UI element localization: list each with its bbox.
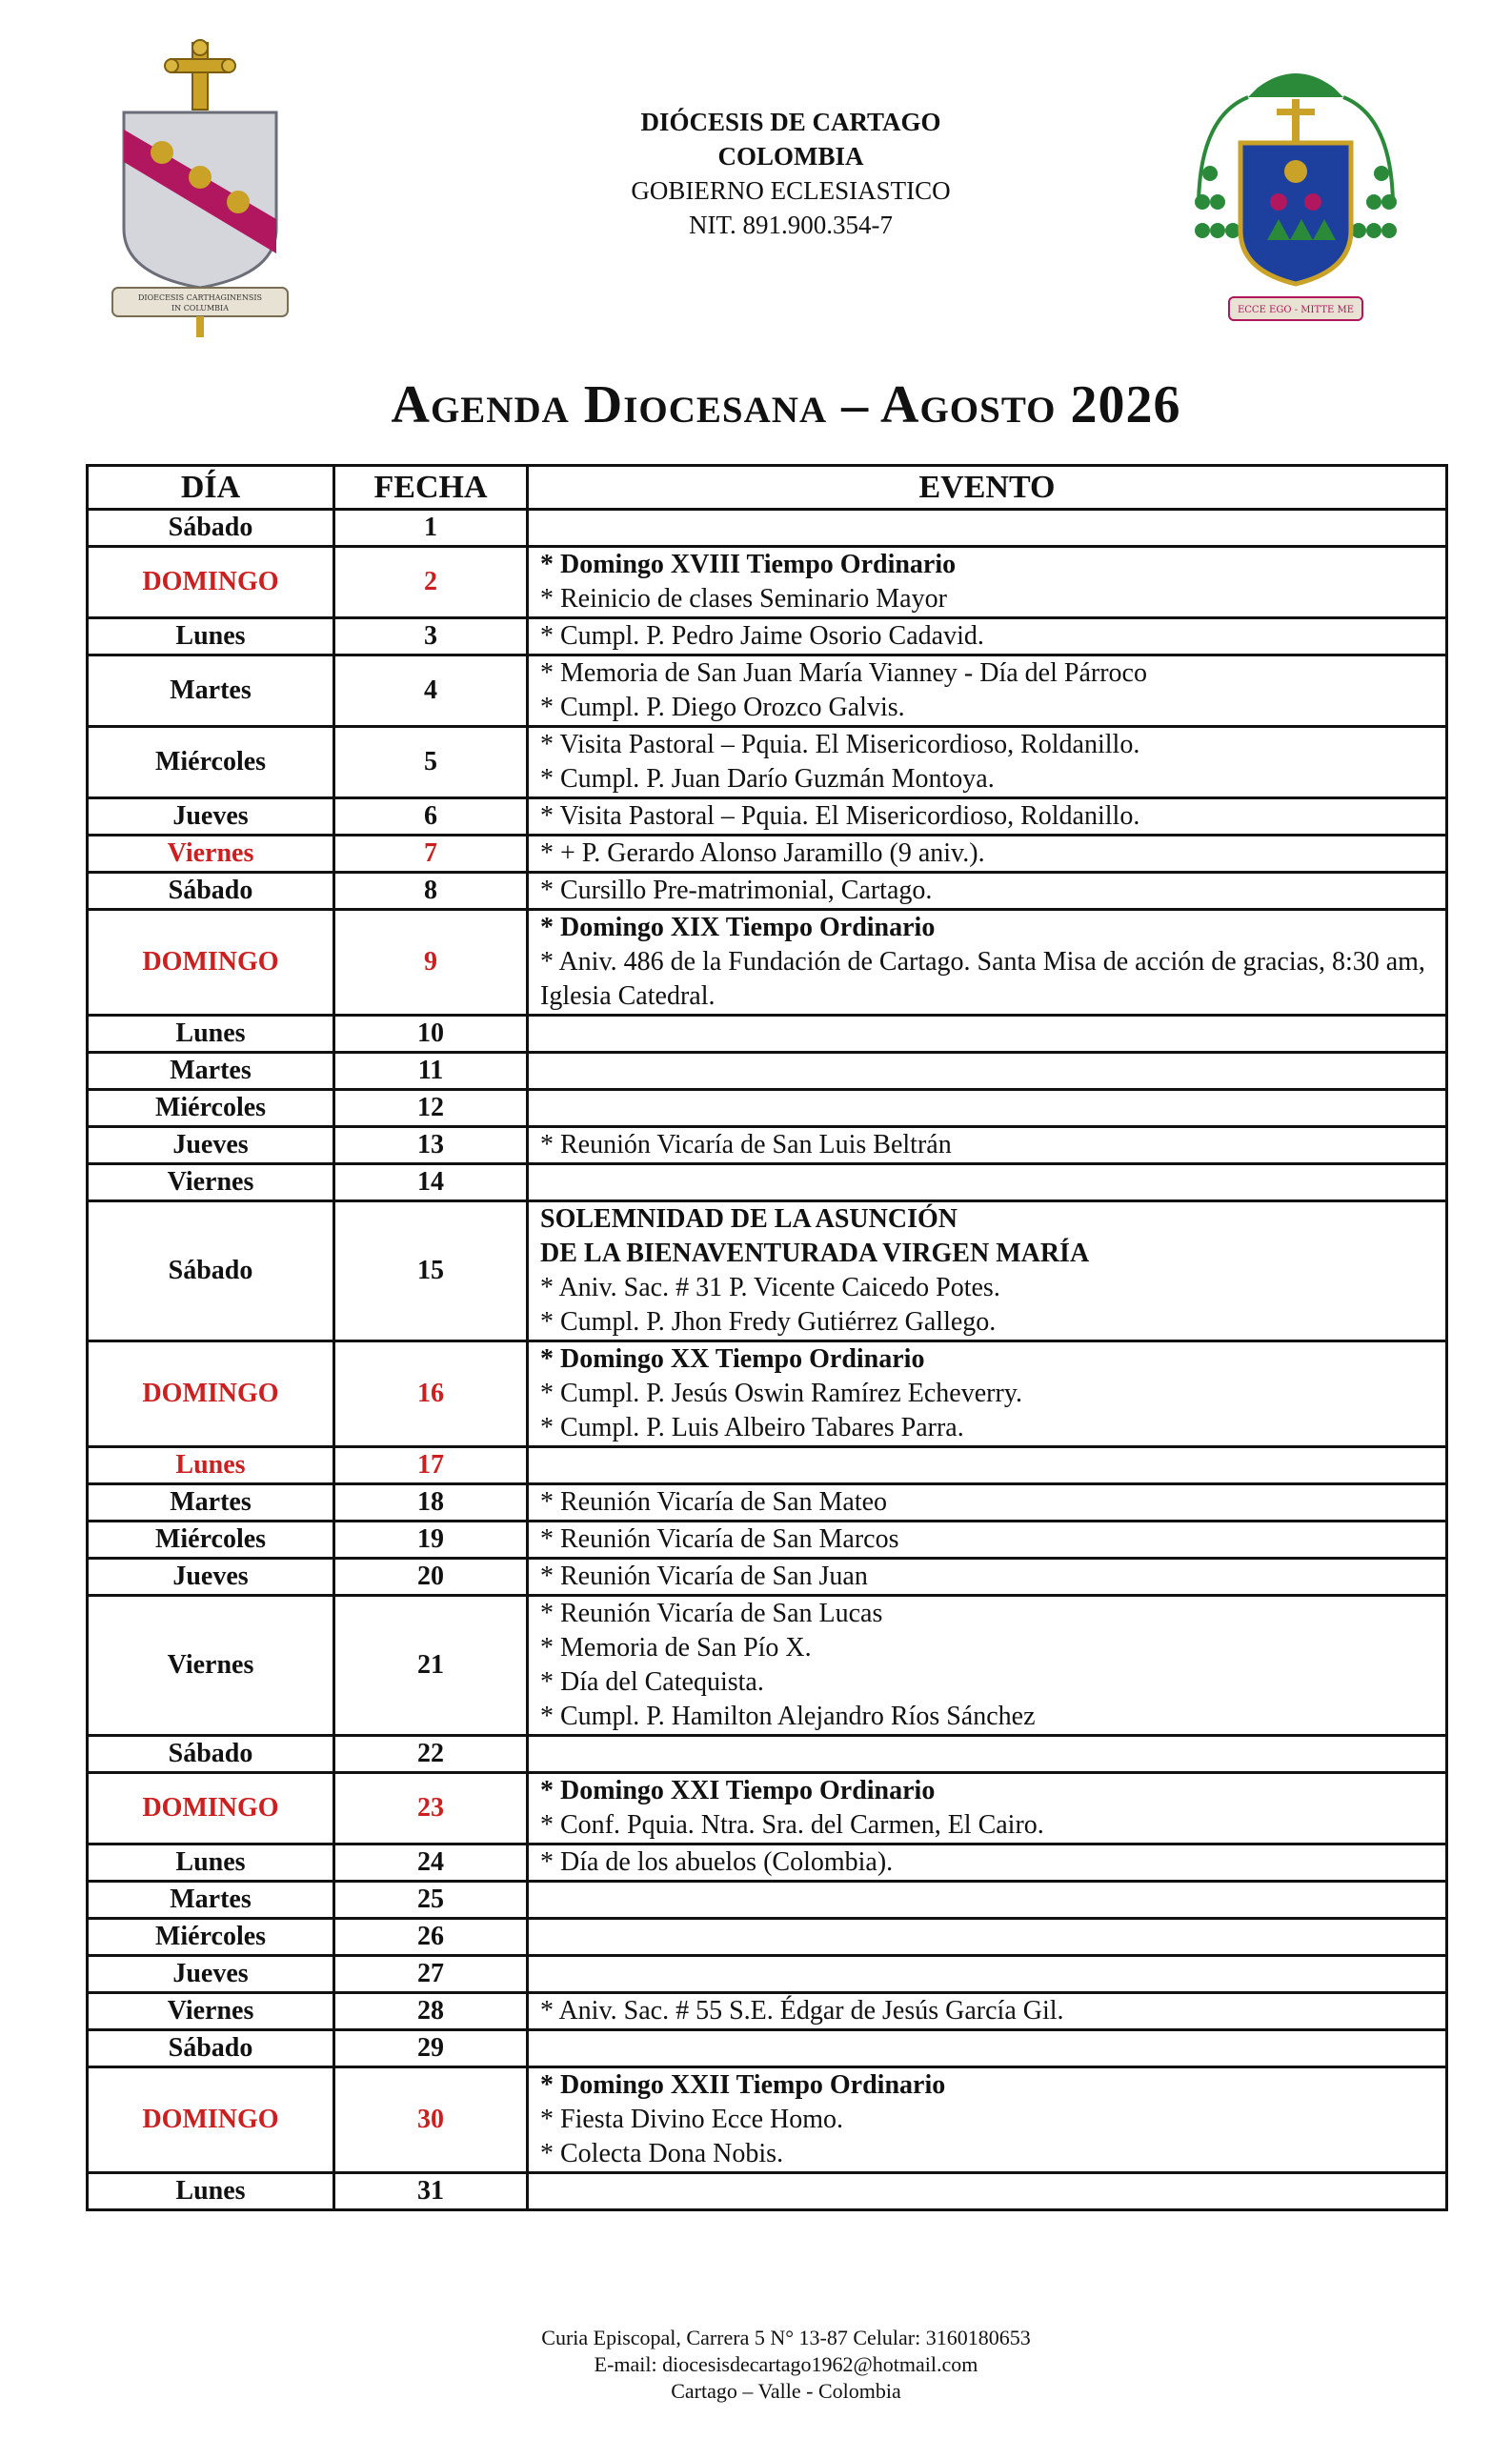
date-cell: 19: [334, 1522, 528, 1559]
event-line: * + P. Gerardo Alonso Jaramillo (9 aniv.).: [540, 838, 985, 868]
table-row: [88, 1201, 1447, 1341]
table-row: [88, 910, 1447, 1016]
event-line: * Reunión Vicaría de San Juan: [540, 1562, 868, 1591]
event-cell: [528, 1522, 1447, 1559]
date-cell: 18: [334, 1484, 528, 1522]
day-cell: Lunes: [88, 1016, 334, 1053]
event-line: * Reinicio de clases Seminario Mayor: [540, 584, 947, 614]
event-line: * Fiesta Divino Ecce Homo.: [540, 2105, 844, 2134]
day-cell: Sábado: [88, 510, 334, 547]
event-cell: [528, 836, 1447, 873]
event-cell: [528, 1956, 1447, 1993]
event-cell: [528, 1596, 1447, 1736]
table-row: [88, 1484, 1447, 1522]
event-line: * Cumpl. P. Diego Orozco Galvis.: [540, 693, 905, 722]
footer-address: Curia Episcopal, Carrera 5 N° 13-87 Celular: 3160180653: [541, 2326, 1031, 2349]
event-line: * Conf. Pquia. Ntra. Sra. del Carmen, El Cairo.: [540, 1810, 1044, 1840]
day-cell: Sábado: [88, 1736, 334, 1773]
event-cell: [528, 2030, 1447, 2067]
event-line: * Domingo XXII Tiempo Ordinario: [540, 2070, 946, 2100]
table-row: [88, 836, 1447, 873]
event-line: SOLEMNIDAD DE LA ASUNCIÓN: [540, 1204, 958, 1234]
event-line: * Aniv. Sac. # 55 S.E. Édgar de Jesús García Gil.: [540, 1996, 1064, 2026]
event-line: * Cumpl. P. Pedro Jaime Osorio Cadavid.: [540, 621, 984, 651]
date-cell: 9: [334, 910, 528, 1016]
event-cell: [528, 1164, 1447, 1201]
event-line: * Cumpl. P. Juan Darío Guzmán Montoya.: [540, 764, 995, 794]
event-line: * Cumpl. P. Jesús Oswin Ramírez Echeverry.: [540, 1379, 1022, 1408]
date-cell: 4: [334, 655, 528, 727]
day-cell: DOMINGO: [88, 547, 334, 618]
table-row: [88, 1882, 1447, 1919]
diocese-name: DIÓCESIS DE CARTAGO: [640, 108, 941, 136]
date-cell: 27: [334, 1956, 528, 1993]
day-cell: Martes: [88, 1484, 334, 1522]
table-row: [88, 1522, 1447, 1559]
event-cell: [528, 2173, 1447, 2210]
table-row: [88, 1919, 1447, 1956]
footer: [0, 2325, 1512, 2405]
day-cell: Miércoles: [88, 1090, 334, 1127]
date-cell: 7: [334, 836, 528, 873]
day-cell: Sábado: [88, 1201, 334, 1341]
event-line: * Cumpl. P. Jhon Fredy Gutiérrez Gallego.: [540, 1307, 997, 1337]
table-row: [88, 1956, 1447, 1993]
table-row: [88, 1090, 1447, 1127]
date-cell: 25: [334, 1882, 528, 1919]
footer-location: Cartago – Valle - Colombia: [671, 2379, 901, 2403]
day-cell: Viernes: [88, 1164, 334, 1201]
date-cell: 24: [334, 1844, 528, 1882]
event-line: * Cumpl. P. Luis Albeiro Tabares Parra.: [540, 1413, 964, 1442]
date-cell: 10: [334, 1016, 528, 1053]
event-line: * Reunión Vicaría de San Lucas: [540, 1599, 883, 1628]
agenda-table: [86, 464, 1448, 2211]
table-row: [88, 655, 1447, 727]
svg-text:DIOECESIS CARTHAGINENSIS: DIOECESIS CARTHAGINENSIS: [138, 293, 262, 302]
date-cell: 12: [334, 1090, 528, 1127]
table-row: [88, 1993, 1447, 2030]
event-line: DE LA BIENAVENTURADA VIRGEN MARÍA: [540, 1239, 1090, 1268]
table-row: [88, 1341, 1447, 1447]
table-row: [88, 1164, 1447, 1201]
table-row: [88, 1447, 1447, 1484]
day-cell: Lunes: [88, 1447, 334, 1484]
event-cell: [528, 727, 1447, 798]
event-cell: [528, 1016, 1447, 1053]
day-cell: Jueves: [88, 1956, 334, 1993]
day-cell: Martes: [88, 1882, 334, 1919]
day-cell: Viernes: [88, 836, 334, 873]
event-line: * Memoria de San Juan María Vianney - Día del Párroco: [540, 658, 1147, 688]
day-cell: DOMINGO: [88, 2067, 334, 2173]
day-cell: Miércoles: [88, 727, 334, 798]
table-row: [88, 547, 1447, 618]
government-label: GOBIERNO ECLESIASTICO: [631, 176, 951, 205]
table-row: [88, 1053, 1447, 1090]
day-cell: Viernes: [88, 1993, 334, 2030]
date-cell: 29: [334, 2030, 528, 2067]
date-cell: 6: [334, 798, 528, 836]
event-cell: [528, 1447, 1447, 1484]
day-cell: Jueves: [88, 798, 334, 836]
date-cell: 3: [334, 618, 528, 655]
event-line: * Día del Catequista.: [540, 1667, 764, 1697]
event-cell: [528, 655, 1447, 727]
day-cell: Viernes: [88, 1596, 334, 1736]
table-row: [88, 873, 1447, 910]
day-cell: DOMINGO: [88, 910, 334, 1016]
event-cell: [528, 510, 1447, 547]
table-row: [88, 727, 1447, 798]
event-cell: [528, 1736, 1447, 1773]
table-row: [88, 1559, 1447, 1596]
event-cell: [528, 798, 1447, 836]
event-cell: [528, 1201, 1447, 1341]
date-cell: 22: [334, 1736, 528, 1773]
table-row: [88, 618, 1447, 655]
event-line: * Colecta Dona Nobis.: [540, 2139, 784, 2168]
event-line: * Memoria de San Pío X.: [540, 1633, 812, 1663]
diocese-header: [514, 105, 1067, 242]
event-cell: [528, 1559, 1447, 1596]
event-line: * Reunión Vicaría de San Marcos: [540, 1524, 899, 1554]
header-event: EVENTO: [528, 466, 1447, 510]
date-cell: 31: [334, 2173, 528, 2210]
table-row: [88, 510, 1447, 547]
day-cell: Lunes: [88, 618, 334, 655]
day-cell: Miércoles: [88, 1522, 334, 1559]
day-cell: Sábado: [88, 2030, 334, 2067]
event-cell: [528, 1053, 1447, 1090]
table-row: [88, 2067, 1447, 2173]
table-row: [88, 1016, 1447, 1053]
event-cell: [528, 1993, 1447, 2030]
date-cell: 16: [334, 1341, 528, 1447]
event-cell: [528, 873, 1447, 910]
day-cell: Jueves: [88, 1559, 334, 1596]
event-line: * Reunión Vicaría de San Mateo: [540, 1487, 888, 1517]
event-cell: [528, 618, 1447, 655]
event-line: * Visita Pastoral – Pquia. El Misericordioso, Roldanillo.: [540, 730, 1140, 759]
event-cell: [528, 1844, 1447, 1882]
date-cell: 15: [334, 1201, 528, 1341]
event-cell: [528, 1127, 1447, 1164]
date-cell: 21: [334, 1596, 528, 1736]
agenda-body: [88, 510, 1447, 2210]
day-cell: Lunes: [88, 1844, 334, 1882]
event-cell: [528, 1090, 1447, 1127]
event-cell: [528, 910, 1447, 1016]
event-line: * Aniv. 486 de la Fundación de Cartago. Santa Misa de acción de gracias, 8:30 am, Iglesia Catedral.: [540, 947, 1425, 1011]
table-row: [88, 1844, 1447, 1882]
day-cell: Martes: [88, 655, 334, 727]
event-cell: [528, 1882, 1447, 1919]
date-cell: 5: [334, 727, 528, 798]
table-row: [88, 798, 1447, 836]
event-line: * Visita Pastoral – Pquia. El Misericordioso, Roldanillo.: [540, 801, 1140, 831]
event-line: * Domingo XIX Tiempo Ordinario: [540, 913, 936, 942]
date-cell: 30: [334, 2067, 528, 2173]
table-header-row: [88, 466, 1447, 510]
date-cell: 17: [334, 1447, 528, 1484]
bishop-crest-right-icon: [1191, 59, 1401, 335]
footer-email: E-mail: diocesisdecartago1962@hotmail.com: [594, 2352, 978, 2376]
header-day: DÍA: [88, 466, 334, 510]
event-line: * Cumpl. P. Hamilton Alejandro Ríos Sánchez: [540, 1702, 1036, 1731]
day-cell: Sábado: [88, 873, 334, 910]
svg-text:ECCE EGO - MITTE ME: ECCE EGO - MITTE ME: [1237, 305, 1355, 315]
day-cell: Miércoles: [88, 1919, 334, 1956]
table-row: [88, 2030, 1447, 2067]
day-cell: Lunes: [88, 2173, 334, 2210]
date-cell: 13: [334, 1127, 528, 1164]
date-cell: 2: [334, 547, 528, 618]
event-cell: [528, 1773, 1447, 1844]
day-cell: DOMINGO: [88, 1773, 334, 1844]
date-cell: 8: [334, 873, 528, 910]
date-cell: 11: [334, 1053, 528, 1090]
event-line: * Aniv. Sac. # 31 P. Vicente Caicedo Potes.: [540, 1273, 1000, 1302]
table-row: [88, 1773, 1447, 1844]
event-line: * Día de los abuelos (Colombia).: [540, 1847, 894, 1877]
event-cell: [528, 547, 1447, 618]
date-cell: 28: [334, 1993, 528, 2030]
nit-number: NIT. 891.900.354-7: [689, 211, 893, 239]
event-cell: [528, 1919, 1447, 1956]
table-row: [88, 1127, 1447, 1164]
page-title: Agenda Diocesana – Agosto 2026: [391, 375, 1181, 434]
event-cell: [528, 1484, 1447, 1522]
date-cell: 23: [334, 1773, 528, 1844]
table-row: [88, 1736, 1447, 1773]
day-cell: Jueves: [88, 1127, 334, 1164]
date-cell: 20: [334, 1559, 528, 1596]
table-row: [88, 1596, 1447, 1736]
header-date: FECHA: [334, 466, 528, 510]
date-cell: 1: [334, 510, 528, 547]
diocese-crest-left-icon: [107, 38, 293, 341]
country: COLOMBIA: [717, 142, 864, 171]
event-line: * Reunión Vicaría de San Luis Beltrán: [540, 1130, 952, 1159]
event-line: * Domingo XVIII Tiempo Ordinario: [540, 550, 957, 579]
table-row: [88, 2173, 1447, 2210]
date-cell: 26: [334, 1919, 528, 1956]
event-line: * Domingo XXI Tiempo Ordinario: [540, 1776, 936, 1805]
event-line: * Domingo XX Tiempo Ordinario: [540, 1344, 925, 1374]
svg-text:IN COLUMBIA: IN COLUMBIA: [171, 304, 230, 312]
event-line: * Cursillo Pre-matrimonial, Cartago.: [540, 876, 933, 905]
date-cell: 14: [334, 1164, 528, 1201]
event-cell: [528, 2067, 1447, 2173]
day-cell: Martes: [88, 1053, 334, 1090]
day-cell: DOMINGO: [88, 1341, 334, 1447]
event-cell: [528, 1341, 1447, 1447]
